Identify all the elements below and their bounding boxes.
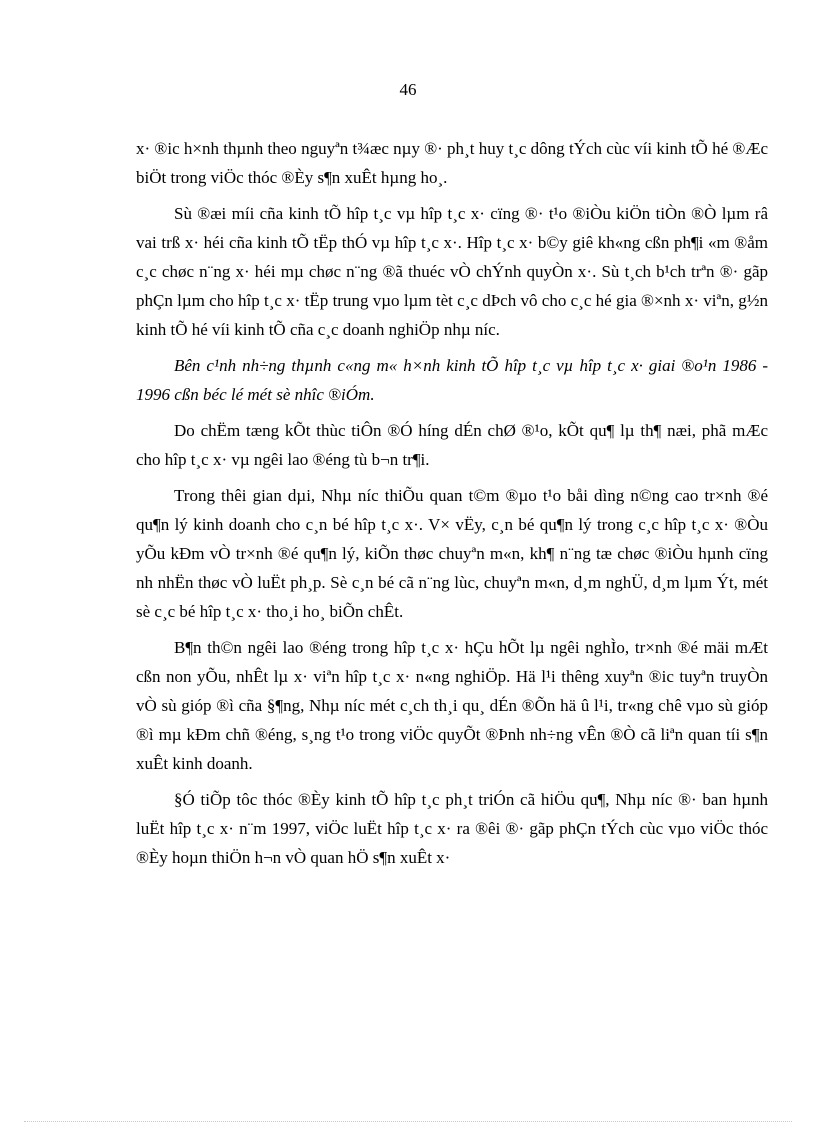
paragraph: Sù ®æi míi cña kinh tÕ hîp t¸c vµ hîp t¸c x· cïng ®· t¹o ®iÒu kiÖn tiÒn ®Ò lµm râ vai trß x· héi cña kinh tÕ tËp thÓ vµ hîp t¸c x·. Hîp t¸c x· b©y giê kh«ng cßn ph¶i «m ®åm c¸c chøc n¨ng x· héi mµ chøc n¨ng ®ã thuéc vÒ chÝnh quyÒn x·. Sù t¸ch b¹ch trªn ®· gãp phÇn lµm cho hîp t¸c x· tËp trung vµo lµm tèt c¸c dÞch vô cho c¸c hé gia ®×nh x· viªn, g½n kinh tÕ hé víi kinh tÕ cña c¸c doanh nghiÖp nhµ níc.: [136, 204, 768, 339]
paragraph: Trong thêi gian dµi, Nhµ níc thiÕu quan t©m ®µo t¹o båi dìng n©ng cao tr×nh ®é qu¶n lý kinh doanh cho c¸n bé hîp t¸c x·. V× vËy, c¸n bé qu¶n lý trong c¸c hîp t¸c x· ®Òu yÕu kÐm vÒ tr×nh ®é qu¶n lý, kiÕn thøc chuyªn m«n, kh¶ n¨ng tæ chøc ®iÒu hµnh cïng nh nhËn thøc vÒ luËt ph¸p. Sè c¸n bé cã n¨ng lùc, chuyªn m«n, d¸m nghÜ, d¸m lµm Ýt, mét sè c¸c bé hîp t¸c x· tho¸i ho¸ biÕn chÊt.: [136, 486, 768, 621]
paragraph: §Ó tiÕp tôc thóc ®Èy kinh tÕ hîp t¸c ph¸t triÓn cã hiÖu qu¶, Nhµ níc ®· ban hµnh luËt hîp t¸c x· n¨m 1997, viÖc luËt hîp t¸c x· ra ®êi ®· gãp phÇn tÝch cùc vµo viÖc thóc ®Èy hoµn thiÖn h¬n vÒ quan hÖ s¶n xuÊt x·: [136, 790, 768, 867]
paragraph-italic-heading: Bên c¹nh nh÷ng thµnh c«ng m« h×nh kinh tÕ hîp t¸c vµ hîp t¸c x· giai ®o¹n 1986 - 1996 cßn béc lé mét sè nhîc ®iÓm.: [136, 356, 768, 404]
paragraph: B¶n th©n ngêi lao ®éng trong hîp t¸c x· hÇu hÕt lµ ngêi nghÌo, tr×nh ®é mäi mÆt cßn non yÕu, nhÊt lµ x· viªn hîp t¸c x· n«ng nghiÖp. Hä l¹i thêng xuyªn ®ic tuyªn truyÒn vÒ sù gióp ®ì cña §¶ng, Nhµ níc mét c¸ch th¸i qu¸ dÉn ®Õn hä û l¹i, tr«ng chê vµo sù gióp ®ì mµ kÐm chñ ®éng, s¸ng t¹o trong viÖc quyÕt ®Þnh nh÷ng vÊn ®Ò cã liªn quan tíi s¶n xuÊt kinh doanh.: [136, 638, 768, 773]
body-text: [136, 134, 768, 879]
page-number: 46: [399, 80, 417, 99]
paragraph-continuation: x· ®ic h×nh thµnh theo nguyªn t¾æc nµy ®· ph¸t huy t¸c dông tÝch cùc víi kinh tÕ hé ®Æc biÖt trong viÖc thóc ®Èy s¶n xuÊt hµng ho¸.: [136, 139, 768, 187]
page-bottom-rule: [24, 1121, 792, 1122]
paragraph: Do chËm tæng kÕt thùc tiÔn ®Ó híng dÉn chØ ®¹o, kÕt qu¶ lµ th¶ næi, phã mÆc cho hîp t¸c x· vµ ngêi lao ®éng tù b¬n tr¶i.: [136, 421, 768, 469]
